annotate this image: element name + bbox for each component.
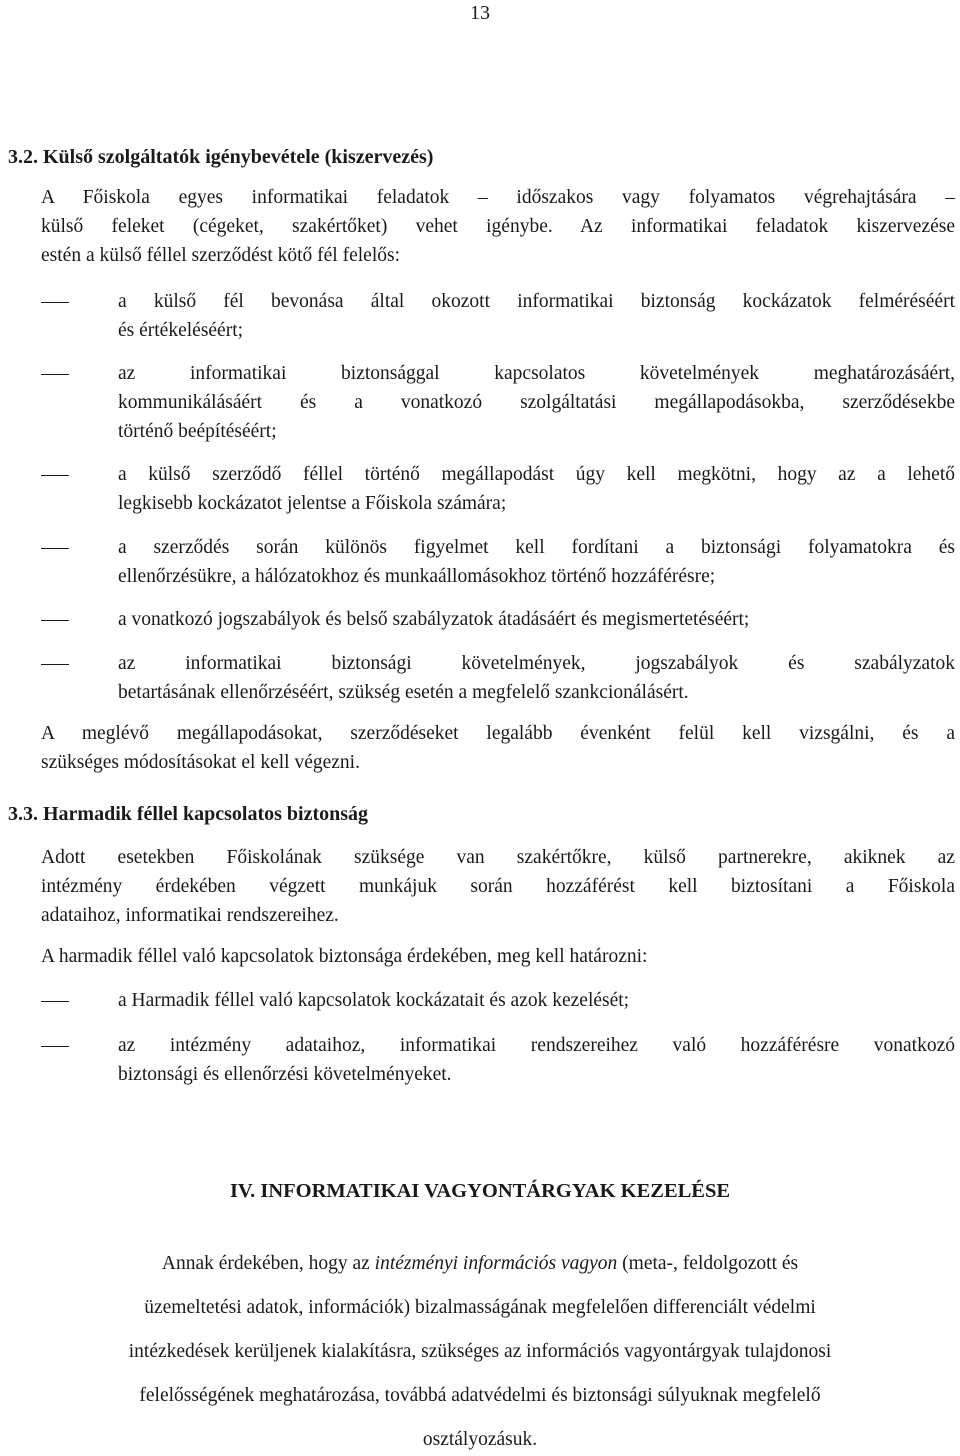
text-line: a Harmadik féllel való kapcsolatok kockázatait és azok kezelését; [118,990,630,1011]
text-line: a vonatkozó jogszabályok és belső szabályzatok átadásáért és megismertetéséért; [118,609,750,630]
section-3-2-closing [41,719,955,777]
text-line: ellenőrzésükre, a hálózatokhoz és munkaállomásokhoz történő hozzáférésre; [118,566,716,587]
text-line: a külső szerződő féllel történő megállapodást úgy kell megkötni, hogy az a lehető [118,464,955,485]
text-line: estén a külső féllel szerződést kötő fél felelős: [41,245,400,266]
text-line: az informatikai biztonsággal kapcsolatos követelmények meghatározásáért, [118,363,955,384]
chapter-iv-line: osztályozásuk. [422,1429,538,1450]
text-line: történő beépítéséért; [118,421,277,442]
text-line: A harmadik féllel való kapcsolatok biztonsága érdekében, meg kell határozni: [41,946,648,967]
text-line: betartásának ellenőrzéséért, szükség esetén a megfelelő szankcionálásért. [118,682,689,703]
text-line: legkisebb kockázatot jelentse a Főiskola számára; [118,493,507,514]
text-line: és értékeléséért; [118,320,244,341]
text-line: a szerződés során különös figyelmet kell fordítani a biztonsági folyamatokra és [118,537,955,558]
chapter-title: IV. INFORMATIKAI VAGYONTÁRGYAK KEZELÉSE [229,1180,731,1202]
italic-term: intézményi információs vagyon [374,1253,618,1274]
text-line: A meglévő megállapodásokat, szerződéseket legalább évenként felül kell vizsgálni, és a [41,723,955,744]
text-line: kommunikálásáért és a vonatkozó szolgáltatási megállapodásokba, szerződésekbe [118,392,955,413]
text-line: szükséges módosításokat el kell végezni. [41,752,360,773]
text-line: a külső fél bevonása által okozott informatikai biztonság kockázatok felméréséért [118,291,955,312]
section-3-2-intro [41,183,955,270]
text-line: külső feleket (cégeket, szakértőket) vehet igénybe. Az informatikai feladatok kiszervezése [41,216,955,237]
text-line: biztonsági és ellenőrzési követelményeket. [118,1064,452,1085]
chapter-iv-line: intézkedések kerüljenek kialakításra, szükséges az információs vagyontárgyak tulajdonosi [128,1341,832,1362]
text-run: (meta-, feldolgozott és [617,1253,799,1274]
text-line: A Főiskola egyes informatikai feladatok – időszakos vagy folyamatos végrehajtására – [41,187,955,208]
text-line: adataihoz, informatikai rendszereihez. [41,905,339,926]
page-number: 13 [470,2,490,24]
section-3-3-intro [41,843,955,930]
chapter-iv-line [0,1253,960,1275]
chapter-iv-line: felelősségének meghatározása, továbbá adatvédelmi és biztonsági súlyuknak megfelelő [139,1385,821,1406]
section-3-3-lead [41,942,955,971]
section-heading-3-2: 3.2. Külső szolgáltatók igénybevétele (kiszervezés) [8,146,434,168]
text-line: Adott esetekben Főiskolának szüksége van szakértőkre, külső partnerekre, akiknek az [41,847,955,868]
section-heading-3-3: 3.3. Harmadik féllel kapcsolatos biztonság [8,803,369,825]
text-line: az informatikai biztonsági követelmények, jogszabályok és szabályzatok [118,653,955,674]
text-line: az intézmény adataihoz, informatikai rendszereihez való hozzáférésre vonatkozó [118,1035,955,1056]
chapter-iv-line: üzemeltetési adatok, információk) bizalmasságának megfelelően differenciált védelmi [144,1297,816,1318]
text-run: Annak érdekében, hogy az [161,1253,375,1274]
text-line: intézmény érdekében végzett munkájuk során hozzáférést kell biztosítani a Főiskola [41,876,955,897]
